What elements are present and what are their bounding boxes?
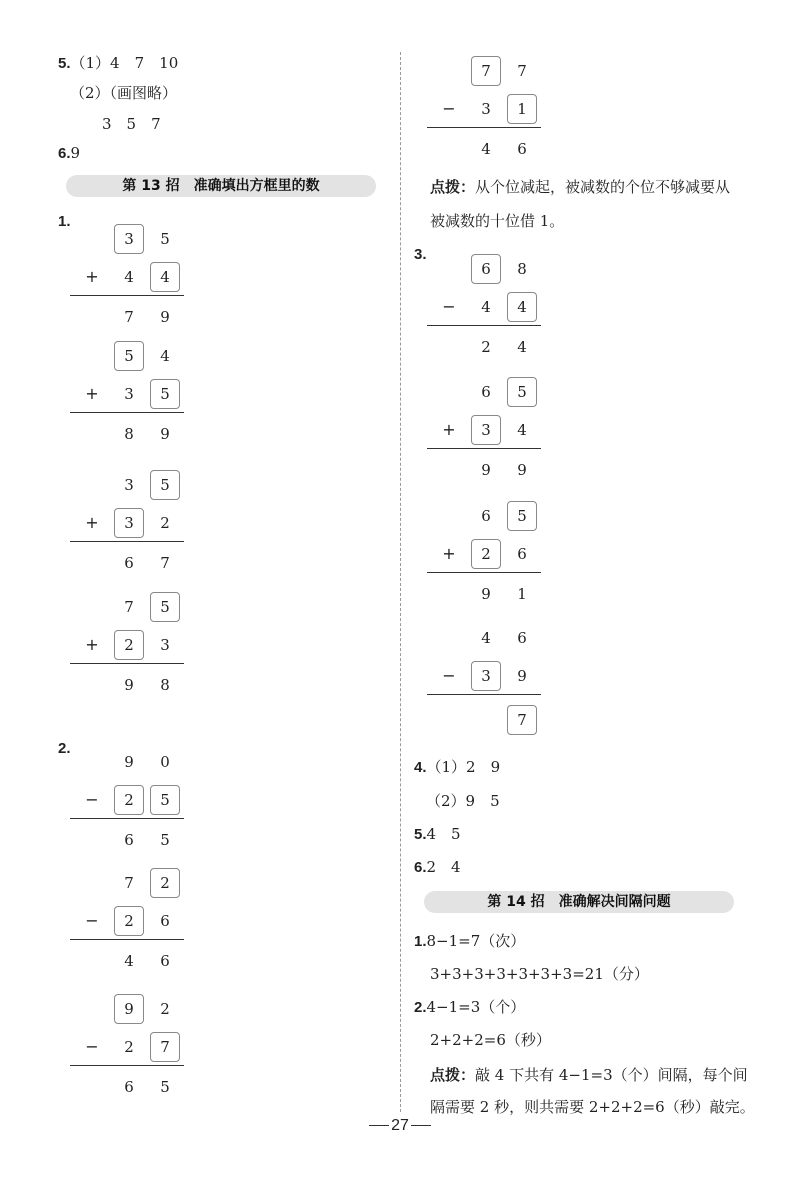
top-ones-digit: 2 [150,868,180,898]
bottom-tens-digit: 3 [481,100,491,118]
result-ones-digit: 8 [160,676,170,694]
column-divider [400,52,401,1112]
bottom-ones-digit: 3 [160,636,170,654]
answer-5-values: 3 5 7 [102,115,161,133]
interval-answer-1-line2: 3+3+3+3+3+3+3=21（分） [430,965,649,983]
bottom-ones-digit: 9 [517,667,527,685]
result-ones-digit: 4 [517,338,527,356]
question-3-number: 3. [414,246,427,263]
result-tens-digit: 8 [124,425,134,443]
sum-line [427,694,541,695]
result-ones-digit: 9 [517,461,527,479]
answer-6-right: 6.2 4 [414,858,461,876]
interval-answer-1-line1: 1.8−1=7（次） [414,932,526,950]
bottom-tens-digit: 2 [114,630,144,660]
top-tens-digit: 9 [114,994,144,1024]
answer-6: 6.9 [58,144,81,162]
answer-5-part1: 5.（1）4 7 10 [58,54,179,72]
question-1-number: 1. [58,213,71,230]
hint-2-line1: 点拨：敲 4 下共有 4−1=3（个）间隔，每个间 [430,1066,748,1084]
sum-line [70,939,184,940]
sum-line [427,325,541,326]
result-ones-digit: 5 [160,831,170,849]
result-tens-digit: 6 [124,1078,134,1096]
bottom-tens-digit: 2 [114,906,144,936]
bottom-ones-digit: 5 [150,785,180,815]
top-tens-digit: 7 [124,874,134,892]
result-tens-digit: 6 [124,554,134,572]
top-tens-digit: 9 [124,753,134,771]
answer-4-part1: 4.（1）2 9 [414,758,501,776]
section-banner-13: 第 13 招 准确填出方框里的数 [66,175,376,197]
interval-answer-2-line2: 2+2+2=6（秒） [430,1031,551,1049]
result-ones-digit: 9 [160,308,170,326]
sum-line [70,541,184,542]
top-ones-digit: 5 [150,470,180,500]
result-ones-digit: 1 [517,585,527,603]
plus-sign: + [85,513,99,532]
top-ones-digit: 5 [507,501,537,531]
result-tens-digit: 7 [124,308,134,326]
top-tens-digit: 7 [124,598,134,616]
bottom-ones-digit: 1 [507,94,537,124]
result-ones-digit: 7 [507,705,537,735]
minus-sign: − [442,99,456,118]
minus-sign: − [85,911,99,930]
hint-1-line2: 被减数的十位借 1。 [430,212,565,230]
interval-answer-2-line1: 2.4−1=3（个） [414,998,526,1016]
result-ones-digit: 6 [517,140,527,158]
result-ones-digit: 9 [160,425,170,443]
bottom-tens-digit: 2 [124,1038,134,1056]
result-ones-digit: 5 [160,1078,170,1096]
top-ones-digit: 2 [160,1000,170,1018]
question-2-number: 2. [58,740,71,757]
result-tens-digit: 4 [481,140,491,158]
hint-1-line1: 点拨：从个位减起，被减数的个位不够减要从 [430,178,731,196]
top-ones-digit: 5 [160,230,170,248]
result-tens-digit: 2 [481,338,491,356]
top-ones-digit: 8 [517,260,527,278]
bottom-ones-digit: 4 [517,421,527,439]
top-tens-digit: 6 [471,254,501,284]
bottom-ones-digit: 6 [517,545,527,563]
bottom-ones-digit: 2 [160,514,170,532]
top-ones-digit: 0 [160,753,170,771]
sum-line [70,818,184,819]
plus-sign: + [85,267,99,286]
bottom-tens-digit: 4 [481,298,491,316]
top-ones-digit: 5 [507,377,537,407]
bottom-tens-digit: 3 [471,415,501,445]
bottom-ones-digit: 4 [150,262,180,292]
top-ones-digit: 4 [160,347,170,365]
plus-sign: + [85,635,99,654]
sum-line [70,663,184,664]
bottom-tens-digit: 3 [471,661,501,691]
plus-sign: + [442,420,456,439]
minus-sign: − [85,1037,99,1056]
plus-sign: + [442,544,456,563]
result-tens-digit: 9 [481,461,491,479]
answer-5-right: 5.4 5 [414,825,461,843]
bottom-tens-digit: 2 [114,785,144,815]
answer-4-part2: （2）9 5 [426,792,500,810]
sum-line [427,572,541,573]
result-tens-digit: 4 [124,952,134,970]
result-tens-digit: 6 [124,831,134,849]
result-tens-digit: 9 [481,585,491,603]
bottom-ones-digit: 7 [150,1032,180,1062]
minus-sign: − [442,666,456,685]
sum-line [70,1065,184,1066]
top-tens-digit: 4 [481,629,491,647]
sum-line [427,127,541,128]
result-ones-digit: 7 [160,554,170,572]
top-tens-digit: 3 [114,224,144,254]
sum-line [427,448,541,449]
top-tens-digit: 5 [114,341,144,371]
bottom-tens-digit: 2 [471,539,501,569]
top-ones-digit: 5 [150,592,180,622]
sum-line [70,412,184,413]
top-ones-digit: 6 [517,629,527,647]
bottom-ones-digit: 6 [160,912,170,930]
sum-line [70,295,184,296]
top-tens-digit: 6 [481,507,491,525]
bottom-tens-digit: 4 [124,268,134,286]
minus-sign: − [442,297,456,316]
top-tens-digit: 3 [124,476,134,494]
answer-5-part2: （2）（画图略） [70,84,178,102]
minus-sign: − [85,790,99,809]
bottom-tens-digit: 3 [114,508,144,538]
hint-2-line2: 隔需要 2 秒，则共需要 2+2+2=6（秒）敲完。 [430,1098,755,1116]
bottom-tens-digit: 3 [124,385,134,403]
result-tens-digit: 9 [124,676,134,694]
top-tens-digit: 7 [471,56,501,86]
bottom-ones-digit: 5 [150,379,180,409]
top-tens-digit: 6 [481,383,491,401]
plus-sign: + [85,384,99,403]
result-ones-digit: 6 [160,952,170,970]
section-banner-14: 第 14 招 准确解决间隔问题 [424,891,734,913]
bottom-ones-digit: 4 [507,292,537,322]
page-number: 27 [340,1117,460,1135]
top-ones-digit: 7 [517,62,527,80]
